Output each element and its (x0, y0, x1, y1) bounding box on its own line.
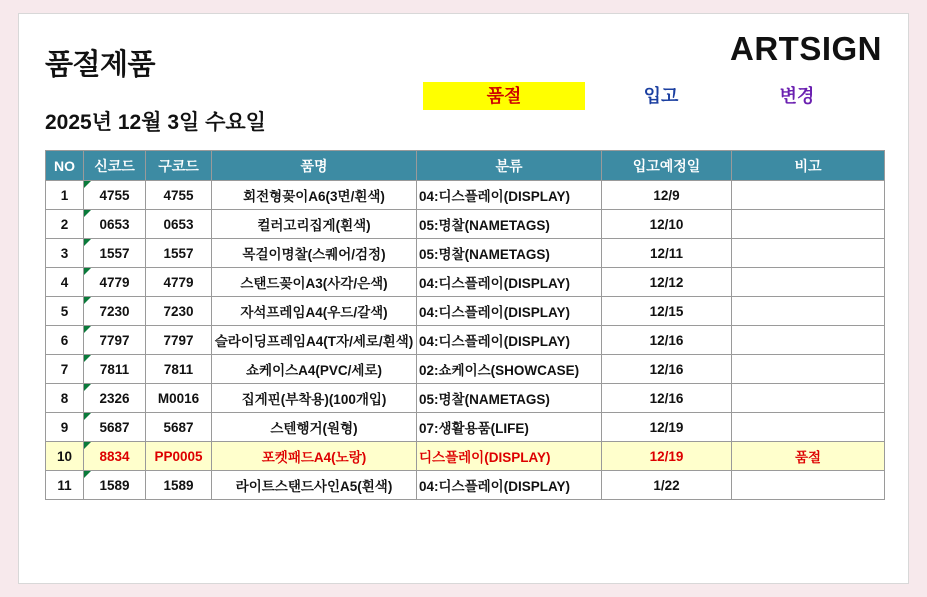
cell-product-name: 컬러고리집게(흰색) (212, 210, 417, 239)
table-row[interactable] (46, 181, 885, 210)
cell-category: 04:디스플레이(DISPLAY) (417, 181, 602, 210)
table-row[interactable] (46, 355, 885, 384)
column-header-product-name: 품명 (212, 151, 417, 181)
table-row[interactable] (46, 384, 885, 413)
cell-old-code: 7797 (146, 326, 212, 355)
cell-new-code: 1589 (84, 471, 146, 500)
cell-due-date: 12/11 (602, 239, 732, 268)
cell-due-date: 1/22 (602, 471, 732, 500)
table-row[interactable] (46, 471, 885, 500)
cell-no: 10 (46, 442, 84, 471)
column-header-new-code: 신코드 (84, 151, 146, 181)
table-header-row (46, 151, 885, 181)
cell-due-date: 12/19 (602, 413, 732, 442)
cell-due-date: 12/16 (602, 355, 732, 384)
cell-due-date: 12/19 (602, 442, 732, 471)
tab-incoming[interactable]: 입고 (643, 86, 679, 106)
cell-note (732, 181, 885, 210)
cell-old-code: 4779 (146, 268, 212, 297)
table-body (46, 181, 885, 500)
brand-logo: ARTSIGN (730, 30, 882, 67)
cell-product-name: 라이트스탠드사인A5(흰색) (212, 471, 417, 500)
cell-new-code: 7230 (84, 297, 146, 326)
cell-product-name: 슬라이딩프레임A4(T자/세로/흰색) (212, 326, 417, 355)
table-row[interactable] (46, 442, 885, 471)
table-header (46, 151, 885, 181)
cell-note (732, 355, 885, 384)
cell-old-code: 7230 (146, 297, 212, 326)
cell-note (732, 268, 885, 297)
cell-old-code: 4755 (146, 181, 212, 210)
cell-new-code: 2326 (84, 384, 146, 413)
cell-new-code: 7797 (84, 326, 146, 355)
column-header-old-code: 구코드 (146, 151, 212, 181)
cell-category: 04:디스플레이(DISPLAY) (417, 326, 602, 355)
cell-note (732, 384, 885, 413)
cell-no: 8 (46, 384, 84, 413)
column-header-category: 분류 (417, 151, 602, 181)
cell-category: 07:생활용품(LIFE) (417, 413, 602, 442)
cell-no: 3 (46, 239, 84, 268)
cell-old-code: 7811 (146, 355, 212, 384)
cell-product-name: 회전형꽂이A6(3면/흰색) (212, 181, 417, 210)
cell-product-name: 자석프레임A4(우드/갈색) (212, 297, 417, 326)
cell-new-code: 4755 (84, 181, 146, 210)
table-row[interactable] (46, 210, 885, 239)
cell-no: 4 (46, 268, 84, 297)
cell-old-code: 5687 (146, 413, 212, 442)
cell-due-date: 12/15 (602, 297, 732, 326)
cell-category: 04:디스플레이(DISPLAY) (417, 297, 602, 326)
document-header (19, 14, 908, 142)
cell-product-name: 포켓패드A4(노랑) (212, 442, 417, 471)
table-row[interactable] (46, 297, 885, 326)
cell-note (732, 239, 885, 268)
cell-category: 05:명찰(NAMETAGS) (417, 384, 602, 413)
cell-note (732, 471, 885, 500)
products-table (45, 150, 885, 500)
cell-due-date: 12/16 (602, 384, 732, 413)
tab-changes[interactable]: 변경 (779, 86, 815, 106)
cell-new-code: 8834 (84, 442, 146, 471)
cell-old-code: 1557 (146, 239, 212, 268)
cell-old-code: 1589 (146, 471, 212, 500)
cell-note (732, 413, 885, 442)
table-row[interactable] (46, 239, 885, 268)
cell-old-code: 0653 (146, 210, 212, 239)
cell-due-date: 12/16 (602, 326, 732, 355)
cell-no: 6 (46, 326, 84, 355)
cell-product-name: 목걸이명찰(스퀘어/검정) (212, 239, 417, 268)
cell-due-date: 12/12 (602, 268, 732, 297)
cell-product-name: 쇼케이스A4(PVC/세로) (212, 355, 417, 384)
column-header-no: NO (46, 151, 84, 181)
column-header-due-date: 입고예정일 (602, 151, 732, 181)
cell-note (732, 297, 885, 326)
cell-note (732, 326, 885, 355)
tab-sold-out[interactable]: 품절 (423, 82, 585, 110)
cell-new-code: 1557 (84, 239, 146, 268)
cell-no: 1 (46, 181, 84, 210)
cell-note (732, 210, 885, 239)
cell-due-date: 12/9 (602, 181, 732, 210)
document-date: 2025년 12월 3일 수요일 (45, 111, 266, 134)
cell-no: 11 (46, 471, 84, 500)
cell-no: 9 (46, 413, 84, 442)
cell-old-code: PP0005 (146, 442, 212, 471)
cell-new-code: 5687 (84, 413, 146, 442)
cell-product-name: 스탠드꽂이A3(사각/은색) (212, 268, 417, 297)
page-title: 품절제품 (45, 49, 156, 81)
cell-old-code: M0016 (146, 384, 212, 413)
cell-new-code: 4779 (84, 268, 146, 297)
column-header-note: 비고 (732, 151, 885, 181)
cell-category: 05:명찰(NAMETAGS) (417, 239, 602, 268)
table-row[interactable] (46, 413, 885, 442)
cell-category: 디스플레이(DISPLAY) (417, 442, 602, 471)
cell-new-code: 7811 (84, 355, 146, 384)
cell-note: 품절 (732, 442, 885, 471)
cell-category: 04:디스플레이(DISPLAY) (417, 268, 602, 297)
cell-no: 5 (46, 297, 84, 326)
cell-product-name: 스텐행거(원형) (212, 413, 417, 442)
cell-due-date: 12/10 (602, 210, 732, 239)
cell-category: 04:디스플레이(DISPLAY) (417, 471, 602, 500)
cell-no: 7 (46, 355, 84, 384)
cell-category: 05:명찰(NAMETAGS) (417, 210, 602, 239)
category-tabs (423, 82, 863, 112)
cell-no: 2 (46, 210, 84, 239)
cell-new-code: 0653 (84, 210, 146, 239)
document-page (18, 13, 909, 584)
cell-category: 02:쇼케이스(SHOWCASE) (417, 355, 602, 384)
table-row[interactable] (46, 268, 885, 297)
cell-product-name: 집게핀(부착용)(100개입) (212, 384, 417, 413)
table-row[interactable] (46, 326, 885, 355)
